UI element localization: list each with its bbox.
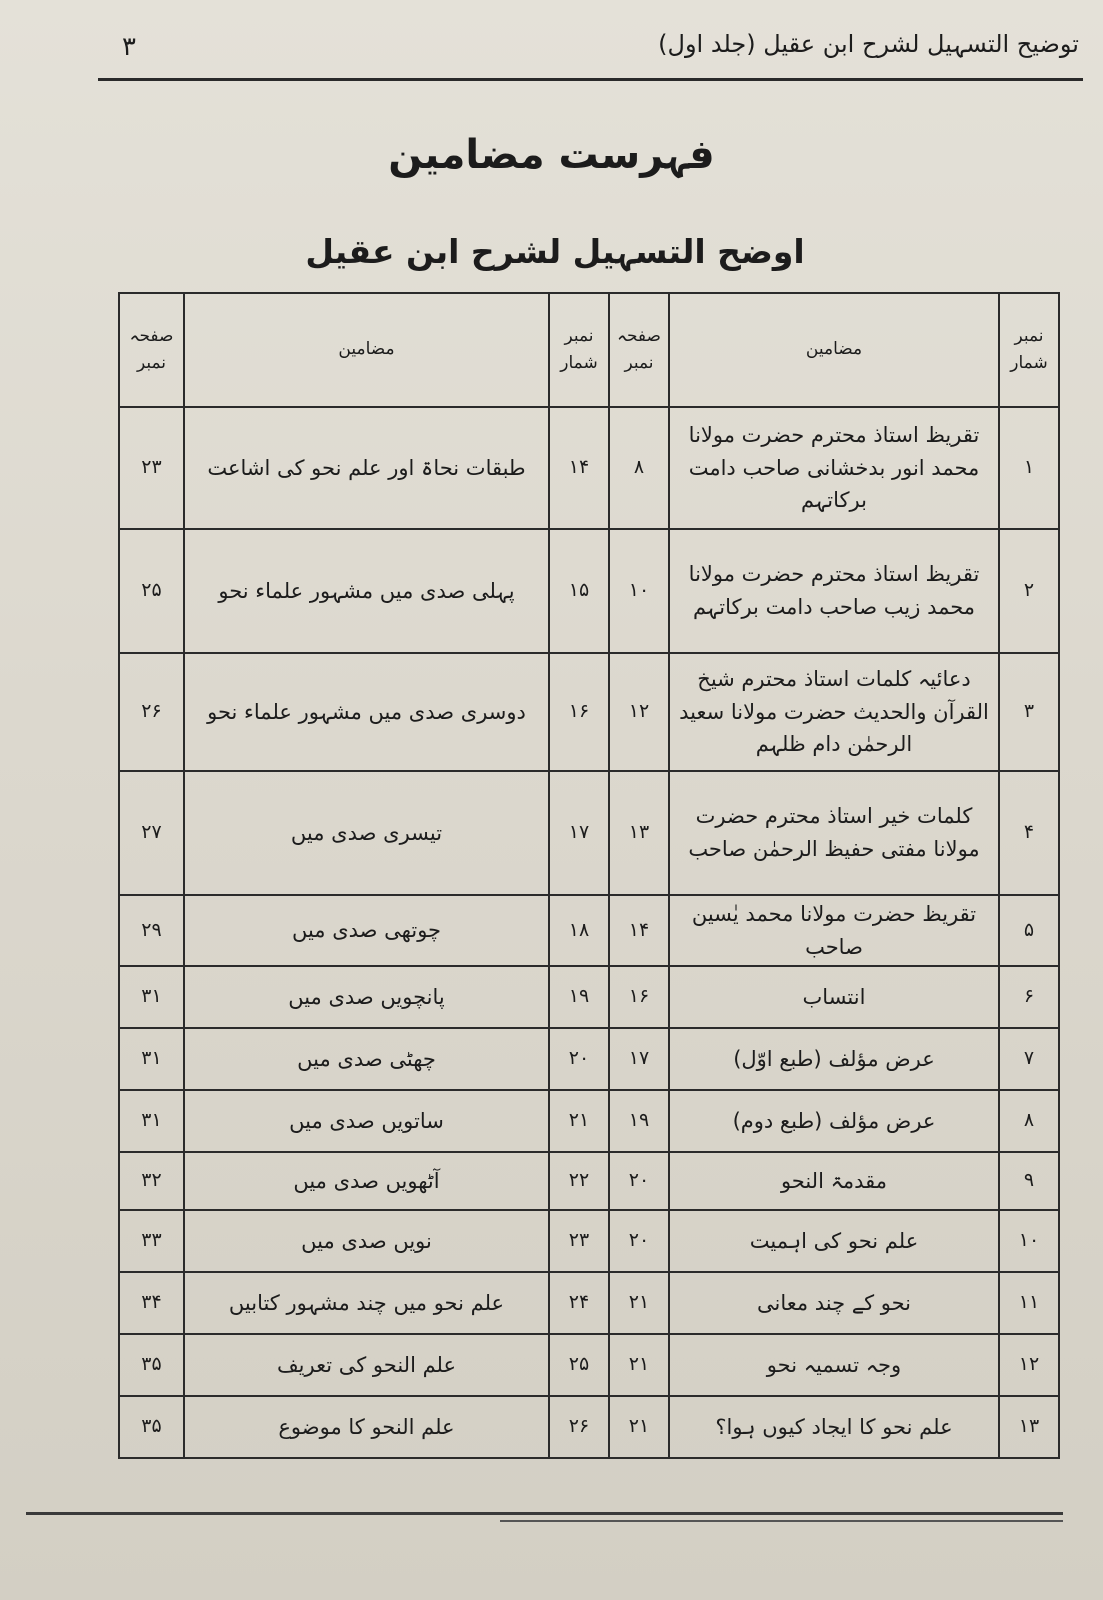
row-page-left: ۲۵	[119, 529, 184, 653]
row-page-left: ۳۴	[119, 1272, 184, 1334]
table-row	[119, 895, 1059, 966]
row-topic-left: آٹھویں صدی میں	[184, 1152, 549, 1210]
row-serial-left: ۱۴	[549, 407, 609, 529]
row-serial-left: ۲۰	[549, 1028, 609, 1090]
row-page-right: ۲۰	[609, 1152, 669, 1210]
table-row	[119, 1028, 1059, 1090]
row-topic-left: علم النحو کی تعریف	[184, 1334, 549, 1396]
row-topic-right: انتساب	[669, 966, 999, 1028]
row-topic-left: طبقات نحاۃ اور علم نحو کی اشاعت	[184, 407, 549, 529]
row-serial-left: ۱۶	[549, 653, 609, 771]
row-serial-right: ۱۰	[999, 1210, 1059, 1272]
row-page-left: ۲۷	[119, 771, 184, 895]
row-topic-left: تیسری صدی میں	[184, 771, 549, 895]
row-serial-left: ۲۶	[549, 1396, 609, 1458]
row-page-right: ۲۰	[609, 1210, 669, 1272]
row-page-left: ۳۱	[119, 1028, 184, 1090]
book-title-header: توضیح التسہیل لشرح ابن عقیل (جلد اول)	[658, 30, 1079, 58]
header-topic-right: مضامین	[669, 293, 999, 407]
row-serial-left: ۱۸	[549, 895, 609, 966]
row-serial-left: ۲۲	[549, 1152, 609, 1210]
row-topic-right: وجہ تسمیہ نحو	[669, 1334, 999, 1396]
header-rule	[98, 78, 1083, 81]
row-page-right: ۱۷	[609, 1028, 669, 1090]
book-subtitle: اوضح التسہیل لشرح ابن عقیل	[305, 232, 805, 271]
row-topic-left: پہلی صدی میں مشہور علماء نحو	[184, 529, 549, 653]
table-row	[119, 966, 1059, 1028]
footer-rule	[26, 1512, 1063, 1515]
row-serial-right: ۷	[999, 1028, 1059, 1090]
row-serial-right: ۱۲	[999, 1334, 1059, 1396]
row-page-right: ۱۴	[609, 895, 669, 966]
table-row	[119, 1334, 1059, 1396]
table-row	[119, 653, 1059, 771]
row-page-right: ۱۹	[609, 1090, 669, 1152]
row-page-left: ۲۶	[119, 653, 184, 771]
row-serial-right: ۲	[999, 529, 1059, 653]
row-serial-left: ۱۹	[549, 966, 609, 1028]
row-serial-right: ۴	[999, 771, 1059, 895]
contents-table	[118, 292, 1060, 1459]
row-page-left: ۳۱	[119, 1090, 184, 1152]
row-serial-right: ۱	[999, 407, 1059, 529]
row-topic-right: عرض مؤلف (طبع اوّل)	[669, 1028, 999, 1090]
row-page-right: ۱۶	[609, 966, 669, 1028]
row-page-right: ۱۰	[609, 529, 669, 653]
row-topic-left: علم نحو میں چند مشہور کتابیں	[184, 1272, 549, 1334]
row-page-left: ۳۲	[119, 1152, 184, 1210]
row-serial-right: ۶	[999, 966, 1059, 1028]
contents-title: فہرست مضامین	[388, 132, 715, 178]
contents-table-body	[119, 407, 1059, 1458]
page-number: ۳	[122, 32, 136, 62]
row-page-left: ۲۳	[119, 407, 184, 529]
table-row	[119, 771, 1059, 895]
row-topic-left: چھٹی صدی میں	[184, 1028, 549, 1090]
table-row	[119, 1396, 1059, 1458]
row-page-right: ۸	[609, 407, 669, 529]
row-topic-right: علم نحو کی اہمیت	[669, 1210, 999, 1272]
row-serial-left: ۲۳	[549, 1210, 609, 1272]
row-page-left: ۳۳	[119, 1210, 184, 1272]
row-serial-right: ۱۳	[999, 1396, 1059, 1458]
row-topic-left: پانچویں صدی میں	[184, 966, 549, 1028]
row-page-right: ۱۳	[609, 771, 669, 895]
row-serial-left: ۲۴	[549, 1272, 609, 1334]
row-serial-left: ۲۱	[549, 1090, 609, 1152]
row-topic-right: کلمات خیر استاذ محترم حضرت مولانا مفتی حفیظ الرحمٰن صاحب	[669, 771, 999, 895]
row-topic-right: علم نحو کا ایجاد کیوں ہوا؟	[669, 1396, 999, 1458]
row-topic-left: ساتویں صدی میں	[184, 1090, 549, 1152]
row-page-left: ۲۹	[119, 895, 184, 966]
header-serial-right: نمبر شمار	[999, 293, 1059, 407]
row-topic-right: تقریظ استاذ محترم حضرت مولانا محمد انور بدخشانی صاحب دامت برکاتہم	[669, 407, 999, 529]
row-topic-right: عرض مؤلف (طبع دوم)	[669, 1090, 999, 1152]
row-serial-right: ۱۱	[999, 1272, 1059, 1334]
row-topic-right: تقریظ استاذ محترم حضرت مولانا محمد زیب صاحب دامت برکاتہم	[669, 529, 999, 653]
running-header	[40, 28, 1079, 68]
row-page-right: ۲۱	[609, 1272, 669, 1334]
table-row	[119, 1210, 1059, 1272]
table-row	[119, 1152, 1059, 1210]
row-page-right: ۲۱	[609, 1396, 669, 1458]
row-topic-left: دوسری صدی میں مشہور علماء نحو	[184, 653, 549, 771]
table-row	[119, 407, 1059, 529]
row-topic-right: مقدمۃ النحو	[669, 1152, 999, 1210]
row-page-left: ۳۵	[119, 1334, 184, 1396]
table-row	[119, 529, 1059, 653]
row-topic-left: نویں صدی میں	[184, 1210, 549, 1272]
row-page-right: ۱۲	[609, 653, 669, 771]
row-topic-right: دعائیہ کلمات استاذ محترم شیخ القرآن والحدیث حضرت مولانا سعید الرحمٰن دام ظلہم	[669, 653, 999, 771]
row-serial-left: ۲۵	[549, 1334, 609, 1396]
row-topic-left: علم النحو کا موضوع	[184, 1396, 549, 1458]
row-page-left: ۳۵	[119, 1396, 184, 1458]
header-topic-left: مضامین	[184, 293, 549, 407]
row-serial-right: ۸	[999, 1090, 1059, 1152]
row-topic-right: نحو کے چند معانی	[669, 1272, 999, 1334]
row-serial-right: ۵	[999, 895, 1059, 966]
row-topic-right: تقریظ حضرت مولانا محمد یٰسین صاحب	[669, 895, 999, 966]
row-serial-left: ۱۷	[549, 771, 609, 895]
row-topic-left: چوتھی صدی میں	[184, 895, 549, 966]
row-serial-left: ۱۵	[549, 529, 609, 653]
header-page-left: صفحہ نمبر	[119, 293, 184, 407]
table-row	[119, 1090, 1059, 1152]
header-page-right: صفحہ نمبر	[609, 293, 669, 407]
header-serial-left: نمبر شمار	[549, 293, 609, 407]
table-header-row	[119, 293, 1059, 407]
row-page-right: ۲۱	[609, 1334, 669, 1396]
row-page-left: ۳۱	[119, 966, 184, 1028]
footer-rule-secondary	[500, 1520, 1063, 1522]
row-serial-right: ۳	[999, 653, 1059, 771]
table-row	[119, 1272, 1059, 1334]
row-serial-right: ۹	[999, 1152, 1059, 1210]
